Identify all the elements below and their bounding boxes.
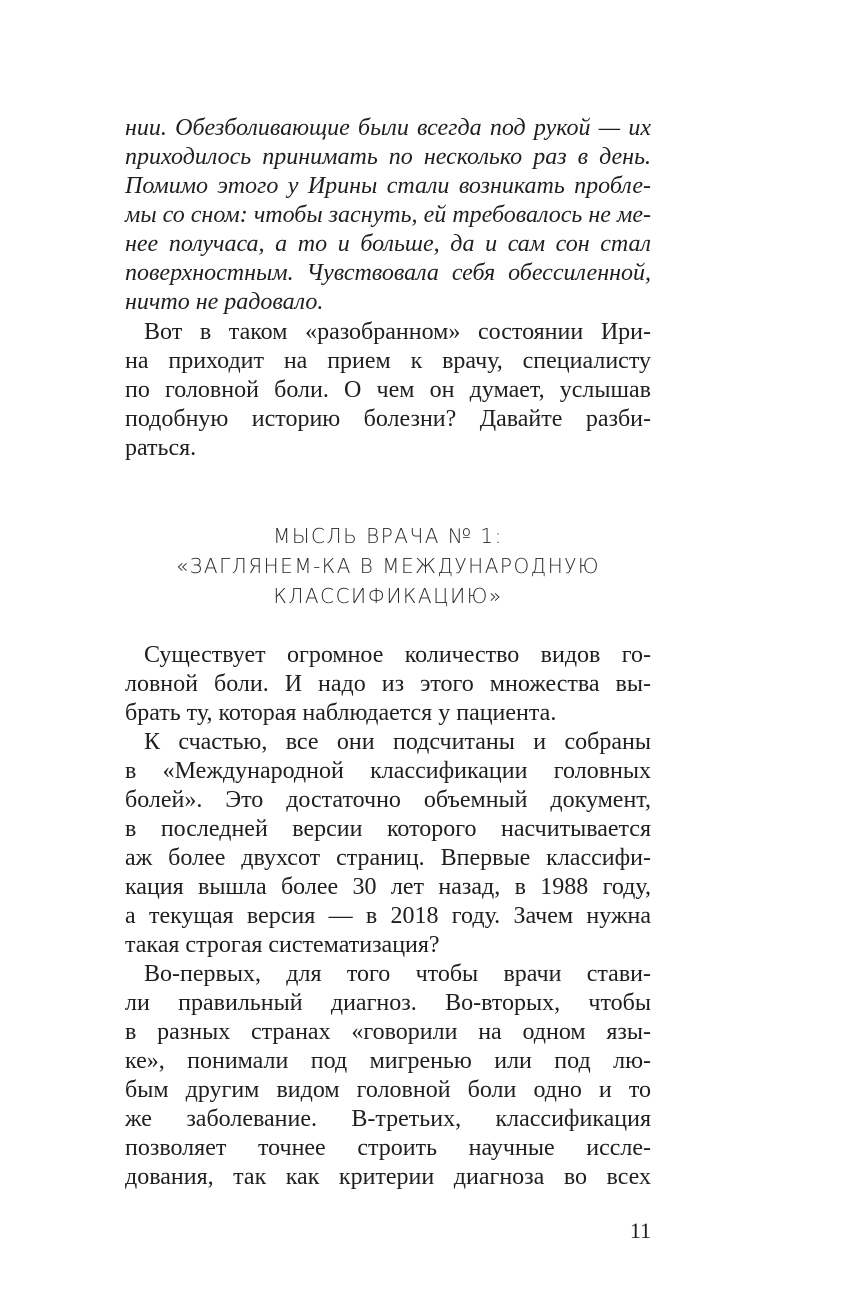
text-line: болей». Это достаточно объемный документ, bbox=[125, 787, 651, 813]
text-line: такая строгая систематизация? bbox=[125, 932, 440, 958]
section-heading bbox=[125, 521, 651, 611]
text-line: ли правильный диагноз. Во-вторых, чтобы bbox=[125, 990, 651, 1016]
paragraph-reasons bbox=[125, 960, 651, 1192]
text-line: ничто не радовало. bbox=[125, 289, 324, 315]
text-line: в разных странах «говорили на одном язы- bbox=[125, 1019, 651, 1045]
text-line: нии. Обезболивающие были всегда под рукой — их bbox=[125, 115, 651, 141]
paragraph-visit bbox=[125, 318, 651, 463]
paragraph-types bbox=[125, 641, 651, 728]
text-line: нее получаса, а то и больше, да и сам сон стал bbox=[125, 231, 651, 257]
text-line: бым другим видом головной боли одно и то bbox=[125, 1077, 651, 1103]
text-line: Вот в таком «разобранном» состоянии Ири- bbox=[144, 319, 651, 345]
text-line: Помимо этого у Ирины стали возникать пробле- bbox=[125, 173, 651, 199]
text-line: мы со сном: чтобы заснуть, ей требовалось не ме- bbox=[125, 202, 651, 228]
text-line: в «Международной классификации головных bbox=[125, 758, 651, 784]
text-line: же заболевание. В-третьих, классификация bbox=[125, 1106, 651, 1132]
text-line: в последней версии которого насчитывается bbox=[125, 816, 651, 842]
text-line: поверхностным. Чувствовала себя обессиленной, bbox=[125, 260, 651, 286]
text-line: приходилось принимать по несколько раз в день. bbox=[125, 144, 651, 170]
italic-paragraph bbox=[125, 114, 651, 317]
text-line: на приходит на прием к врачу, специалисту bbox=[125, 348, 651, 374]
text-line: брать ту, которая наблюдается у пациента. bbox=[125, 700, 557, 726]
paragraph-classification bbox=[125, 728, 651, 960]
text-line: ке», понимали под мигренью или под лю- bbox=[125, 1048, 651, 1074]
text-line: Существует огромное количество видов го- bbox=[144, 642, 651, 668]
heading-line: МЫСЛЬ ВРАЧА № 1: bbox=[273, 524, 503, 548]
page-number: 11 bbox=[629, 1218, 651, 1243]
text-line: подобную историю болезни? Давайте разби- bbox=[125, 406, 651, 432]
text-line: Во-первых, для того чтобы врачи стави- bbox=[144, 961, 651, 987]
text-line: раться. bbox=[125, 435, 197, 461]
text-line: по головной боли. О чем он думает, услышав bbox=[125, 377, 651, 403]
text-line: К счастью, все они подсчитаны и собраны bbox=[144, 729, 651, 755]
text-line: кация вышла более 30 лет назад, в 1988 году, bbox=[125, 874, 651, 900]
text-line: позволяет точнее строить научные иссле- bbox=[125, 1135, 651, 1161]
heading-line: КЛАССИФИКАЦИЮ» bbox=[273, 584, 503, 608]
heading-line: «ЗАГЛЯНЕМ-КА В МЕЖДУНАРОДНУЮ bbox=[175, 554, 601, 578]
text-line: дования, так как критерии диагноза во всех bbox=[125, 1164, 651, 1190]
text-line: ловной боли. И надо из этого множества вы- bbox=[125, 671, 651, 697]
text-line: а текущая версия — в 2018 году. Зачем нужна bbox=[125, 903, 651, 929]
text-line: аж более двухсот страниц. Впервые классифи- bbox=[125, 845, 651, 871]
